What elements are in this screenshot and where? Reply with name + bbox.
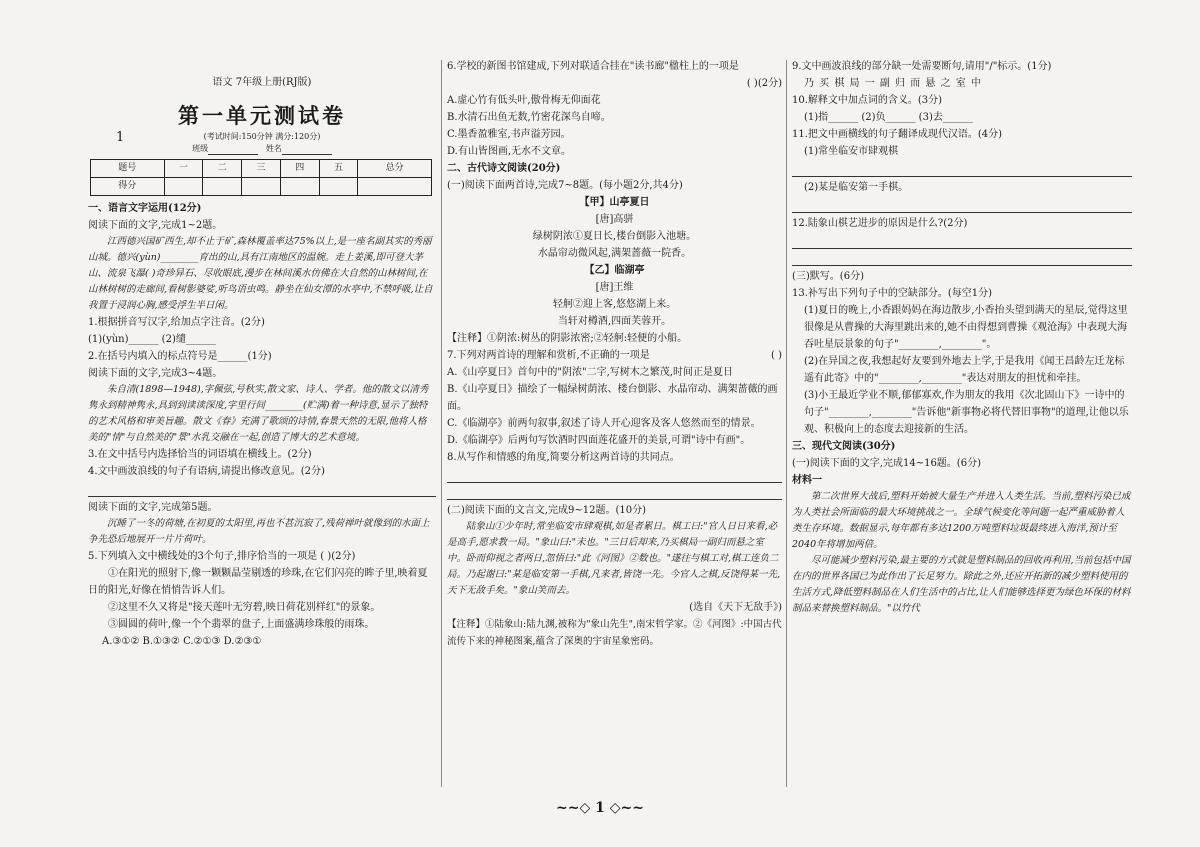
answer-blank: (1)(yùn)______ (2)缱______ bbox=[88, 334, 216, 345]
material-label: 材料一 bbox=[792, 475, 822, 486]
question: 5.下列填入文中横线处的3个句子,排序恰当的一项是 ( )(2分) bbox=[88, 551, 356, 562]
reading-passage: 尽可能减少塑料污染,最主要的方式就是塑料制品的回收再利用,当前包括中国在内的世界各国已为此作出了长足努力。除此之外,还应开拓新的减少塑料使用的生活方式,降低塑料制品在人们生活中的占比,让人们能够选择更为绿色环保的材料制品来替换塑料制品。"以竹代 bbox=[792, 555, 1131, 614]
answer-line[interactable] bbox=[792, 251, 1132, 266]
section-heading: 一、语言文字运用(12分) bbox=[88, 203, 202, 214]
sub-question: (2)某是临安第一手棋。 bbox=[804, 182, 909, 193]
class-field[interactable] bbox=[208, 144, 258, 155]
score-input[interactable] bbox=[358, 178, 432, 196]
question bbox=[447, 347, 782, 364]
page-title: 第一单元测试卷 bbox=[178, 103, 346, 128]
option: ①在阳光的照射下,像一颗颗晶莹剔透的珍珠,在它们闪亮的眸子里,映着夏日的阳光,好像在悄悄告诉人们。 bbox=[88, 568, 428, 596]
option: D.有山皆图画,无水不文章。 bbox=[447, 146, 572, 157]
question: 13.补写出下列句子中的空缺部分。(每空1分) bbox=[792, 288, 993, 299]
option: B.水清石出鱼无数,竹密花深鸟自啼。 bbox=[447, 112, 611, 123]
question: 1.根据拼音写汉字,给加点字注音。(2分) bbox=[88, 317, 265, 328]
score-cell: 三 bbox=[242, 160, 281, 178]
score-input[interactable] bbox=[242, 178, 281, 196]
answer-blank: (1)指______ (2)负______ (3)去______ bbox=[804, 112, 973, 123]
score-note: ( )(2分) bbox=[746, 78, 782, 89]
option: D.《临湖亭》后两句写饮酒时四面莲花盛开的美景,可谓"诗中有画"。 bbox=[447, 435, 751, 446]
question: 3.在文中括号内选择恰当的词语填在横线上。(2分) bbox=[88, 449, 312, 460]
reading-passage: 朱自清(1898—1948),字佩弦,号秋实,散文家、诗人、学者。他的散文以清秀隽永到精神隽永,具到到读读深度,字里行间________(贮满)着一种诗意,显示了独特的艺术风格和审美旨趣。散文《春》充满了歌颂的诗情,春景天然的无限,他将人格美的"情"与自然美的"景"水乳交融在一起,创造了博大的艺术意境。 bbox=[88, 384, 429, 443]
score-note: ( ) bbox=[771, 350, 782, 361]
poem-author: [唐]王维 bbox=[595, 282, 634, 293]
score-input[interactable] bbox=[280, 178, 319, 196]
poem-title: 【乙】临湖亭 bbox=[584, 265, 645, 276]
score-cell: 四 bbox=[280, 160, 319, 178]
reading-intro: 阅读下面的文字,完成1~2题。 bbox=[88, 220, 223, 231]
note: 【注释】①陆象山:陆九渊,被称为"象山先生",南宋哲学家。②《河图》:中国古代流传下来的神秘图案,蕴含了深奥的宇宙星象密码。 bbox=[447, 619, 782, 647]
section-heading: (三)默写。(6分) bbox=[792, 271, 864, 282]
score-table-header-row bbox=[91, 160, 432, 178]
column-divider-1 bbox=[441, 60, 442, 787]
option: C.墨香盈雅室,书声溢芳园。 bbox=[447, 129, 571, 140]
answer-line[interactable] bbox=[792, 162, 1132, 177]
answer-line[interactable] bbox=[792, 234, 1132, 249]
question: 2.在括号内填入的标点符号是______(1分) bbox=[88, 351, 272, 362]
section-heading: 三、现代文阅读(30分) bbox=[792, 441, 896, 452]
score-cell: 总分 bbox=[358, 160, 432, 178]
score-cell: 五 bbox=[319, 160, 358, 178]
grade-label: 语文 7年级上册(RJ版) bbox=[212, 77, 312, 88]
option: ②这里不久又将是"接天莲叶无穷碧,映日荷花别样红"的景象。 bbox=[108, 602, 381, 613]
score-cell: 得分 bbox=[91, 178, 165, 196]
score-cell: 二 bbox=[203, 160, 242, 178]
sentence-to-divide: 乃 买 棋 局 一 副 归 而 悬 之 室 中 bbox=[804, 78, 982, 89]
column-divider-2 bbox=[786, 60, 787, 787]
question: 10.解释文中加点词的含义。(3分) bbox=[792, 95, 943, 106]
poem-line: 轻舸②迎上客,悠悠湖上来。 bbox=[552, 299, 677, 310]
page-number: 1 bbox=[595, 800, 605, 816]
reading-intro: 阅读下面的文字,完成3~4题。 bbox=[88, 368, 223, 379]
page-mark: 1 bbox=[116, 130, 125, 145]
answer-line[interactable] bbox=[792, 198, 1132, 213]
score-cell: 题号 bbox=[91, 160, 165, 178]
question: 9.文中画波浪线的部分缺一处需要断句,请用"/"标示。(1分) bbox=[792, 61, 1052, 72]
footer-ornament-left-icon: ~~◇ bbox=[556, 800, 591, 816]
poem-title: 【甲】山亭夏日 bbox=[579, 197, 650, 208]
score-input[interactable] bbox=[319, 178, 358, 196]
question: 4.文中画波浪线的句子有语病,请提出修改意见。(2分) bbox=[88, 466, 325, 477]
reading-intro: 阅读下面的文字,完成第5题。 bbox=[88, 502, 218, 513]
reading-intro: (二)阅读下面的文言文,完成9~12题。(10分) bbox=[447, 505, 646, 516]
sub-question: (2)在异国之夜,我想起好友要到外地去上学,于是我用《闻王昌龄左迁龙标遥有此寄》中的"________,________"表达对朋友的担忧和牵挂。 bbox=[804, 356, 1125, 384]
option: A.虚心竹有低头叶,傲骨梅无仰面花 bbox=[447, 95, 601, 106]
score-cell: 一 bbox=[164, 160, 203, 178]
exam-info: (考试时间:150分钟 满分:120分) bbox=[203, 132, 321, 141]
question-text: 7.下列对两首诗的理解和赏析,不正确的一项是 bbox=[447, 350, 650, 361]
reading-intro: (一)阅读下面两首诗,完成7~8题。(每小题2分,共4分) bbox=[447, 180, 683, 191]
poem-line: 水晶帘动微风起,满架蔷薇一院香。 bbox=[537, 248, 692, 259]
reading-intro: (一)阅读下面的文字,完成14~16题。(6分) bbox=[792, 458, 981, 469]
column-2 bbox=[447, 58, 782, 650]
section-heading: 二、古代诗文阅读(20分) bbox=[447, 163, 561, 174]
source: (选自《天下无敌手》) bbox=[689, 602, 782, 613]
question: 11.把文中画横线的句子翻译成现代汉语。(4分) bbox=[792, 129, 1003, 140]
name-field[interactable] bbox=[282, 144, 332, 155]
score-input[interactable] bbox=[203, 178, 242, 196]
answer-line[interactable] bbox=[88, 482, 436, 497]
reading-passage: 江西德兴国矿西生,却不止于矿,森林覆盖率达75%以上,是一座名副其实的秀丽山城。德兴(yùn)________育出的山,具有江南地区的温婉。走上姜溪,即可登大茅山、流泉飞瀑( )奇珍异石、尽收眼底,漫步在林间溪水仿佛在大自然的山林树间,在山林树树的走廊间,看树影婆娑,听鸟语虫鸣。静坐在仙女潭的水亭中,不禁呼吸,让自我置于浸润心胸,感受浮生半日闲。 bbox=[88, 236, 433, 311]
question: 6.学校的新图书馆建成,下列对联适合挂在"读书廊"楹柱上的一项是 bbox=[447, 61, 739, 72]
question: 12.陆象山棋艺进步的原因是什么?(2分) bbox=[792, 218, 968, 229]
score-input[interactable] bbox=[164, 178, 203, 196]
option: ③圆圆的荷叶,像一个个翡翠的盘子,上面盛满珍珠般的雨珠。 bbox=[108, 619, 375, 630]
score-table-score-row bbox=[91, 178, 432, 196]
column-3 bbox=[792, 58, 1132, 617]
sub-question: (3)小王最近学业不顺,郁郁寡欢,作为朋友的我用《次北固山下》一诗中的句子"________,________"告诉他"新事物必将代替旧事物"的道理,让他以乐观、积极向上的态度去迎接新的生活。 bbox=[804, 390, 1129, 435]
reading-passage: 第二次世界大战后,塑料开始被大量生产并进入人类生活。当前,塑料污染已成为人类社会所面临的最大环境挑战之一。全球气候变化等问题一起严重威胁着人类生存环境。数据显示,每年都有多达1200万吨塑料垃圾最终进入海洋,预计至2040年将增加两倍。 bbox=[792, 491, 1131, 550]
score-table bbox=[90, 159, 432, 196]
poem-line: 绿树阴浓①夏日长,楼台倒影入池塘。 bbox=[532, 231, 697, 242]
column-1 bbox=[88, 58, 436, 650]
answer-line[interactable] bbox=[447, 485, 782, 500]
class-label: 班级 bbox=[192, 144, 209, 153]
student-fields bbox=[88, 143, 436, 155]
choices: A.③①② B.①③② C.②①③ D.②③① bbox=[102, 636, 262, 647]
option: C.《临湖亭》前两句叙事,叙述了诗人开心迎客及客人悠然而至的情景。 bbox=[447, 418, 761, 429]
reading-passage: 沉睡了一冬的荷塘,在初夏的太阳里,再也不甚沉寂了,残荷禅叶就像到的水面上争先恐后地展开一片片荷叶。 bbox=[88, 518, 430, 545]
sub-question: (1)夏日的晚上,小香跟妈妈在海边散步,小香抬头望到满天的星辰,觉得这里很像是从曹操的大海里跳出来的,她不由得想到曹操《观沧海》中表现大海吞吐星辰景象的句子"________,________"。 bbox=[804, 305, 1128, 350]
sub-question: (1)常坐临安市肆观棋 bbox=[804, 146, 899, 157]
poem-line: 当轩对樽酒,四面芙蓉开。 bbox=[557, 316, 672, 327]
poem-author: [唐]高骈 bbox=[595, 214, 634, 225]
reading-passage: 陆象山①少年时,常坐临安市肆观棋,如是者累日。棋工曰:"官人日日来看,必是高手,愿求教一局。"象山曰:"未也。"三日后却来,乃买棋局一副归而悬之室中。卧而仰视之者两日,忽悟曰:"此《河图》②数也。"遂往与棋工对,棋工连负二局。乃起谢曰:"某是临安第一手棋,凡来者,皆饶一先。今官人之棋,反饶得某一先,天下无敌手矣。"象山笑而去。 bbox=[447, 521, 781, 596]
page-footer bbox=[540, 800, 660, 816]
note: 【注释】①阴浓:树丛的阴影浓密;②轻舸:轻便的小船。 bbox=[447, 333, 688, 344]
option: B.《山亭夏日》描绘了一幅绿树荫浓、楼台倒影、水晶帘动、满架蔷薇的画面。 bbox=[447, 384, 778, 412]
answer-line[interactable] bbox=[447, 468, 782, 483]
footer-ornament-right-icon: ◇~~ bbox=[609, 800, 644, 816]
name-label: 姓名 bbox=[265, 144, 282, 153]
question: 8.从写作和情感的角度,简要分析这两首诗的共同点。 bbox=[447, 452, 680, 463]
option: A.《山亭夏日》首句中的"阴浓"二字,写树木之繁茂,时间正是夏日 bbox=[447, 367, 733, 378]
